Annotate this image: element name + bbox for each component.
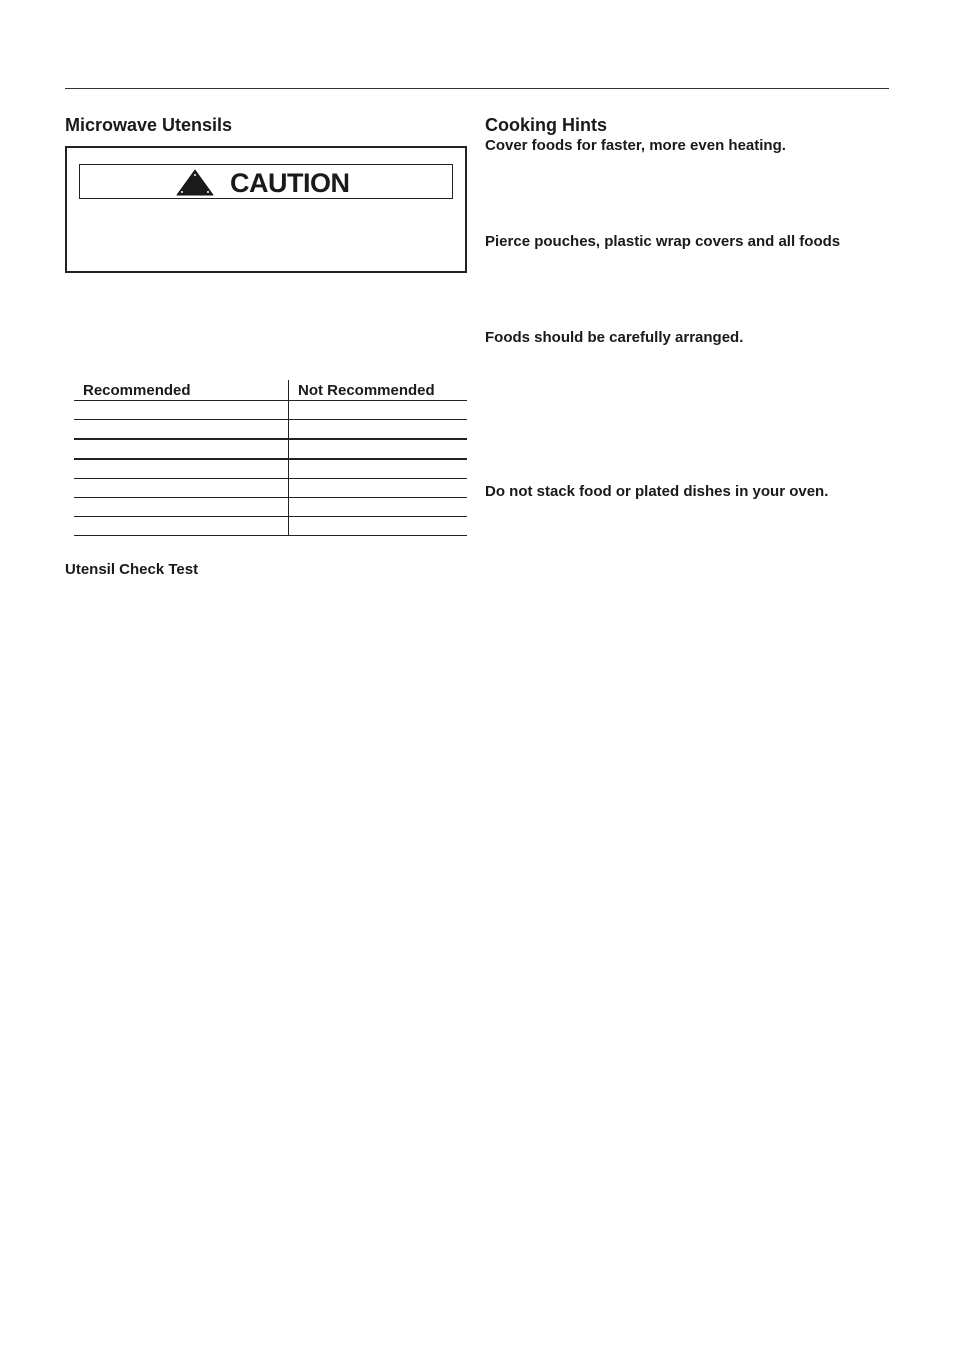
table-cell (289, 459, 468, 479)
hint-cover-foods: Cover foods for faster, more even heating. (485, 137, 786, 154)
table-cell (289, 517, 468, 536)
table-row (74, 479, 467, 498)
table-cell (74, 498, 289, 517)
hint-pierce-pouches: Pierce pouches, plastic wrap covers and all foods (485, 233, 841, 250)
hint-arrange-foods: Foods should be carefully arranged. (485, 329, 744, 346)
table-row (74, 420, 467, 440)
microwave-utensils-heading: Microwave Utensils (65, 115, 233, 135)
table-cell (74, 459, 289, 479)
table-cell (74, 517, 289, 536)
table-row (74, 498, 467, 517)
caution-box (65, 146, 467, 273)
table-cell (289, 479, 468, 498)
caution-label: CAUTION (230, 168, 350, 198)
table-row (74, 459, 467, 479)
table-cell (74, 420, 289, 440)
table-cell (289, 498, 468, 517)
caution-banner (79, 164, 453, 199)
table-row (74, 517, 467, 536)
utensils-table (74, 380, 467, 536)
top-rule (65, 88, 889, 89)
utensil-check-test-heading: Utensil Check Test (65, 561, 199, 578)
table-cell (74, 439, 289, 459)
table-cell (289, 439, 468, 459)
table-header-row (74, 380, 467, 401)
warning-triangle-icon (176, 169, 214, 196)
header-not-recommended: Not Recommended (289, 380, 468, 401)
table-cell (74, 479, 289, 498)
table-row (74, 401, 467, 420)
header-recommended: Recommended (74, 380, 289, 401)
table-row (74, 439, 467, 459)
hint-do-not-stack: Do not stack food or plated dishes in your oven. (485, 483, 829, 500)
table-cell (74, 401, 289, 420)
table-cell (289, 401, 468, 420)
cooking-hints-heading: Cooking Hints (485, 115, 607, 135)
table-cell (289, 420, 468, 440)
